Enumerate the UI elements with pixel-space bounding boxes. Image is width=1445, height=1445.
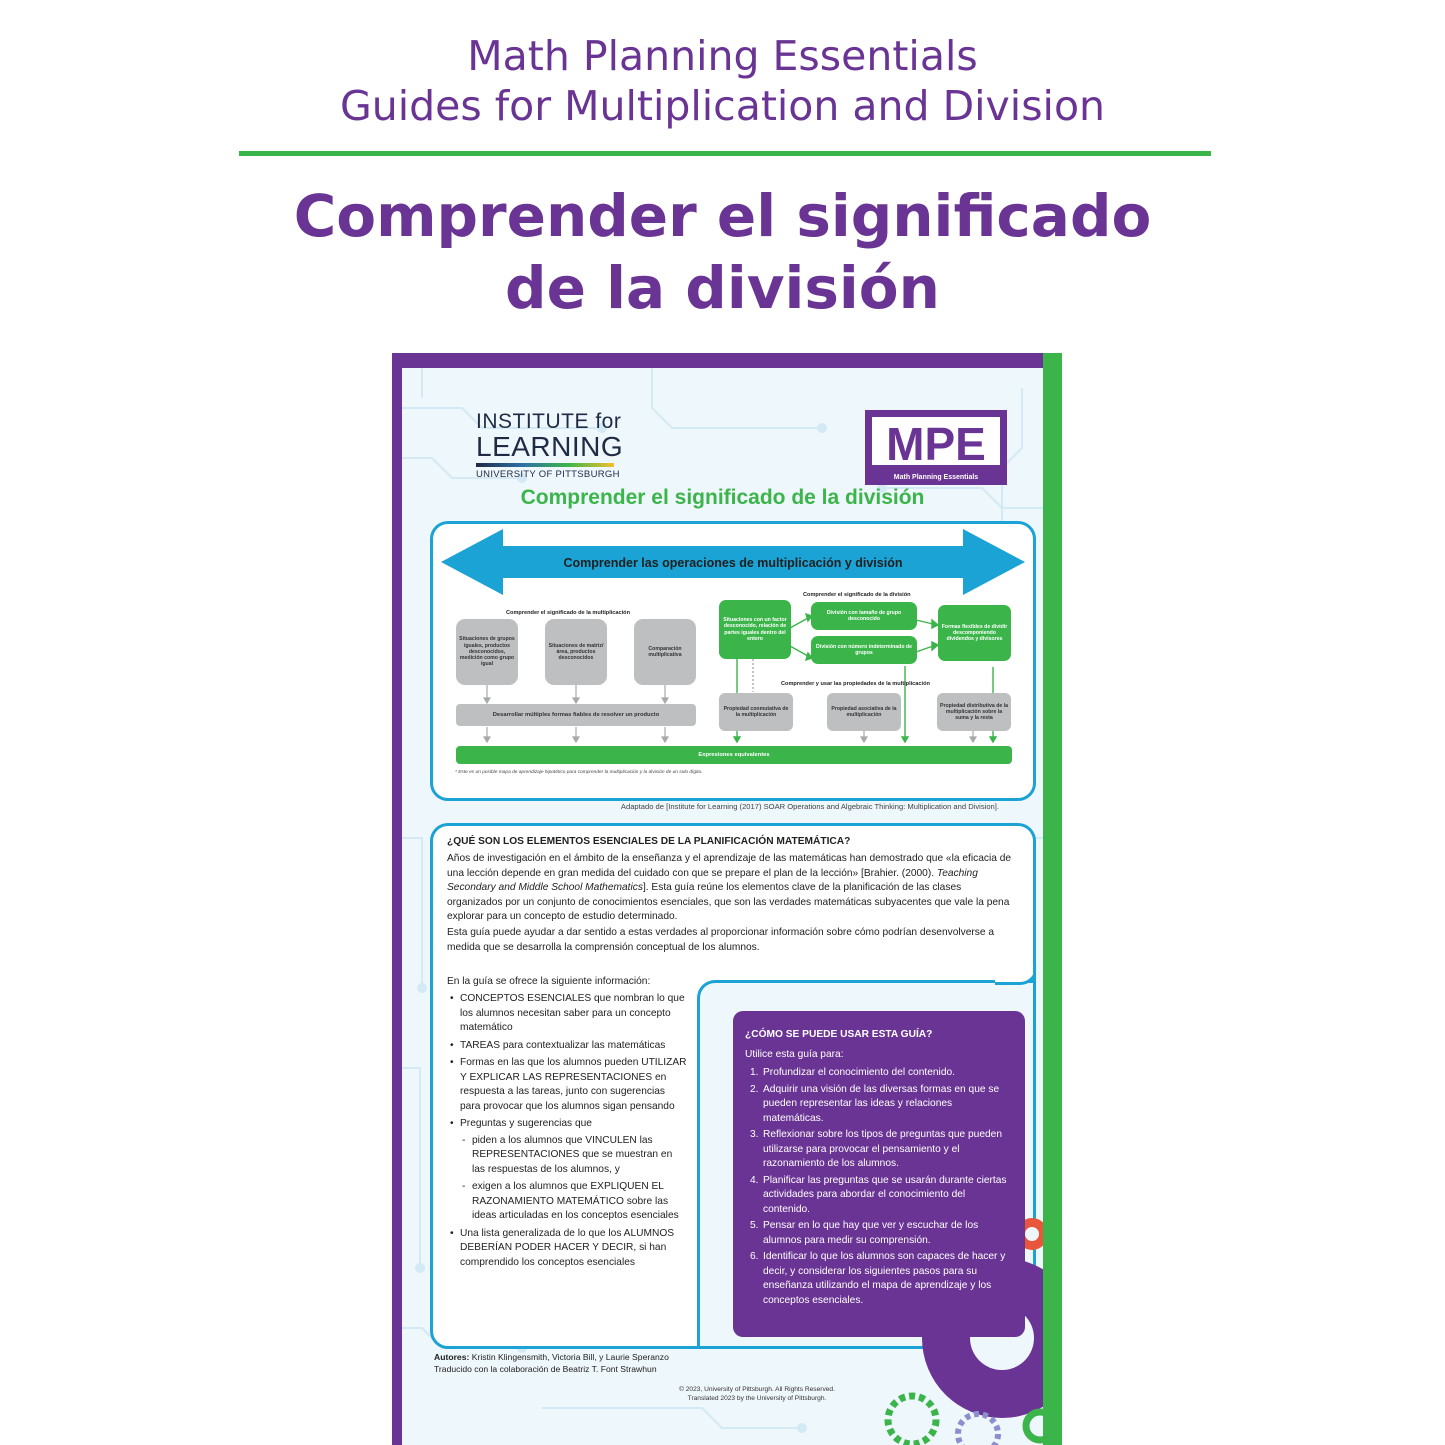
- operations-arrow-label: Comprender las operaciones de multiplicación y división: [563, 556, 903, 570]
- what-title: ¿QUÉ SON LOS ELEMENTOS ESENCIALES DE LA PLANIFICACIÓN MATEMÁTICA?: [447, 836, 851, 847]
- list-item: 2. Adquirir una visión de las diversas formas en que se pueden representar las ideas y relaciones matemáticas.: [750, 1083, 1000, 1124]
- equivalent-expressions-bar: Expresiones equivalentes: [456, 746, 1012, 764]
- prop-commutative: Propiedad conmutativa de la multiplicación: [719, 693, 793, 731]
- list-item: 4. Planificar las preguntas que se usarán durante ciertas actividades para abordar el conocimiento del contenido.: [750, 1174, 1007, 1215]
- mult-node-comparison: Comparación multiplicativa: [634, 619, 696, 685]
- div-heading: Comprender el significado de la división: [803, 592, 911, 598]
- guide-contents-intro: En la guía se ofrece la siguiente información:: [447, 976, 651, 987]
- ifl-logo-line-2: LEARNING: [476, 431, 624, 462]
- mult-heading: Comprender el significado de la multiplicación: [506, 610, 631, 616]
- list-item: • CONCEPTOS ESENCIALES que nombran lo que los alumnos necesitan saber para un concepto matemático: [447, 992, 687, 1036]
- page-title-line-1: Comprender el significado: [293, 182, 1152, 250]
- list-item: 5. Pensar en lo que hay que ver y escuchar de los alumnos para medir su comprensión.: [750, 1220, 979, 1246]
- page-title-line-2: de la división: [505, 254, 940, 322]
- what-paragraph-1: Años de investigación en el ámbito de la enseñanza y el aprendizaje de las matemáticas han demostrado que «la eficacia de una lección depende en gran medida del cuidado con que se prepare el plan de la lección» [Brahier. (2000). Teaching Secondary and Middle School Mathematics]. Esta guía reúne los elementos clave de la planificación de las clases organizados por un conjunto de conocimientos esenciales, que son las verdades matemáticas subyacentes que vale la pena explorar para un concepto de estudio determinado.: [447, 853, 1012, 922]
- how-to-use-panel: [733, 1011, 1025, 1337]
- guide-cover-image: [392, 353, 1062, 1445]
- develop-strategies-bar: Desarrollar múltiples formas fiables de resolver un producto: [456, 704, 696, 726]
- authors-credit: Autores: Kristin Klingensmith, Victoria Bill, y Laurie Speranzo Traducido con la colaboración de Beatriz T. Font Strawhun: [434, 1352, 669, 1374]
- list-item: 6. Identificar lo que los alumnos son capaces de hacer y decir, y considerar los siguientes pasos para su enseñanza utilizando el mapa de aprendizaje y los conceptos esenciales.: [750, 1251, 1006, 1306]
- adapted-from-note: Adaptado de [Institute for Learning (2017) SOAR Operations and Algebraic Thinking: Multiplication and Division].: [620, 802, 999, 811]
- div-node-unknown-factor: Situaciones con un factor desconocido, relación de partes iguales dentro del entero: [719, 600, 791, 659]
- how-intro: Utilice esta guía para:: [745, 1049, 844, 1060]
- list-item: • Una lista generalizada de lo que los ALUMNOS DEBERÍAN PODER HACER Y DECIR, si han comprendido los conceptos esenciales: [447, 1227, 687, 1271]
- how-list: [745, 1066, 1007, 1310]
- prop-distributive: Propiedad distributiva de la multiplicación sobre la suma y la resta: [937, 693, 1011, 731]
- header-line-2: Guides for Multiplication and Division: [339, 82, 1106, 130]
- ifl-logo-line-3: UNIVERSITY OF PITTSBURGH: [476, 469, 620, 480]
- list-item: • Preguntas y sugerencias que - piden a los alumnos que VINCULEN las REPRESENTACIONES que se muestran en las respuestas de los alumnos, y - exigen a los alumnos que EXPLIQUEN EL RAZONAMIENTO MATEMÁTICO sobre las ideas articuladas en los conceptos esenciales: [447, 1117, 687, 1224]
- div-node-flexible-strategies: Formas flexibles de dividir descomponiendo dividendos y divisores: [938, 605, 1011, 661]
- mpe-logo-letters: MPE: [886, 418, 986, 470]
- prop-associative: Propiedad asociativa de la multiplicación: [827, 693, 901, 731]
- mult-node-array-area: Situaciones de matriz/área, productos desconocidos: [545, 619, 607, 685]
- list-item: 1. Profundizar el conocimiento del contenido.: [750, 1067, 955, 1078]
- header-line-1: Math Planning Essentials: [467, 32, 978, 80]
- list-item: • Formas en las que los alumnos pueden UTILIZAR Y EXPLICAR LAS REPRESENTACIONES en respuesta a las tareas, junto con sugerencias para provocar que los alumnos sigan pensando: [447, 1056, 687, 1114]
- list-item: 3. Reflexionar sobre los tipos de preguntas que pueden utilizarse para provocar el pensamiento y el razonamiento de los alumnos.: [750, 1129, 1003, 1169]
- cover-page: [402, 368, 1043, 1445]
- cover-green-edge: [1043, 353, 1062, 1445]
- ifl-logo-line-1: INSTITUTE for: [476, 410, 622, 433]
- div-node-number-of-groups: División con número indeterminado de grupos: [811, 636, 917, 664]
- map-footnote: * Este es un posible mapa de aprendizaje hipotético para comprender la multiplicación y la división de un solo dígito.: [455, 770, 703, 775]
- what-paragraph-2: Esta guía puede ayudar a dar sentido a estas verdades al proporcionar información sobre cómo podrían desenvolverse a medida que se desarrolla la comprensión conceptual de los alumnos.: [447, 927, 995, 953]
- mpe-logo-subtitle: Math Planning Essentials: [893, 474, 979, 481]
- cover-title: Comprender el significado de la división: [520, 486, 925, 509]
- sub-list-item: - exigen a los alumnos que EXPLIQUEN EL RAZONAMIENTO MATEMÁTICO sobre las ideas articuladas en los conceptos esenciales: [460, 1180, 687, 1224]
- list-item: • TAREAS para contextualizar las matemáticas: [447, 1039, 687, 1054]
- header-divider: [239, 151, 1211, 156]
- copyright-notice: © 2023, University of Pittsburgh. All Rights Reserved. Translated 2023 by the University of Pittsburgh.: [679, 1386, 835, 1402]
- mult-node-equal-groups: Situaciones de grupos iguales, productos desconocidos, medición como grupo igual: [456, 619, 518, 685]
- how-title: ¿CÓMO SE PUEDE USAR ESTA GUÍA?: [745, 1029, 933, 1040]
- div-node-group-size: División con tamaño de grupo desconocido: [811, 602, 917, 630]
- sub-list-item: - piden a los alumnos que VINCULEN las REPRESENTACIONES que se muestran en las respuestas de los alumnos, y: [460, 1134, 687, 1178]
- props-heading: Comprender y usar las propiedades de la multiplicación: [781, 681, 930, 687]
